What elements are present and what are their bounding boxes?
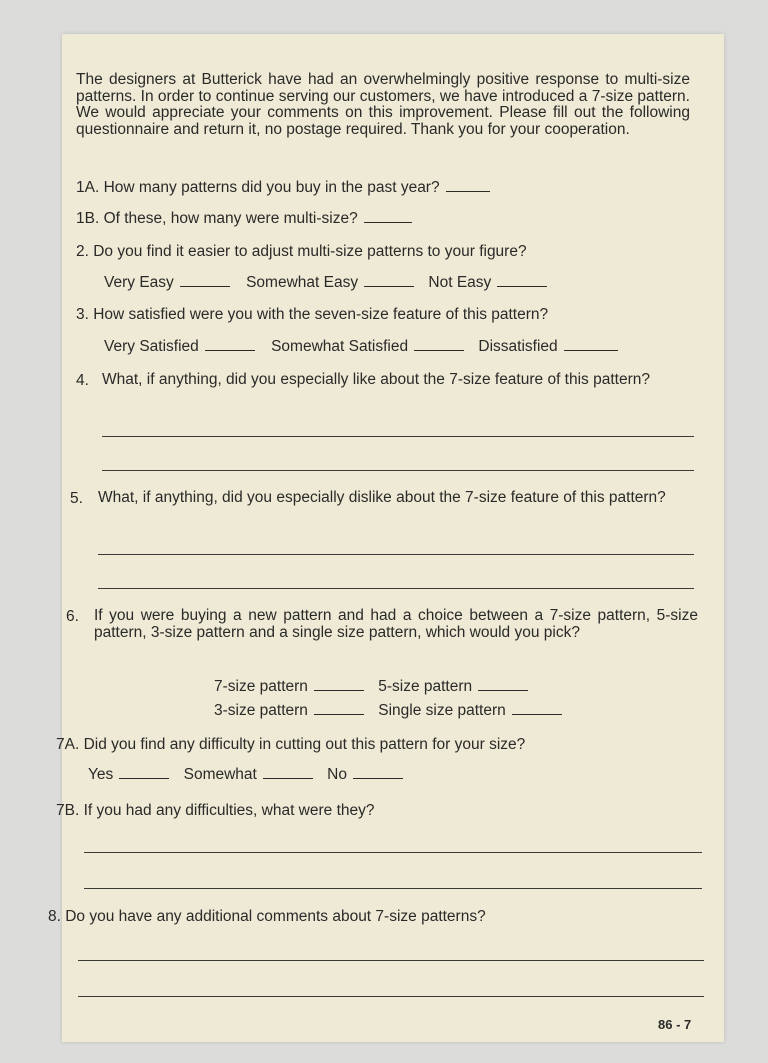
answer-blank[interactable] (263, 766, 313, 779)
answer-blank[interactable] (180, 274, 230, 287)
question-3: 3. How satisfied were you with the seven-size feature of this pattern? (76, 306, 549, 323)
intro-paragraph: The designers at Butterick have had an overwhelmingly positive response to multi-size patterns. In order to continue serving our customers, we have introduced a 7-size pattern. We would appreciate your comments on this improvement. Please fill out the following questionnaire and return it, no postage required. Thank you for your cooperation. (76, 71, 690, 138)
answer-blank[interactable] (364, 274, 414, 287)
question-4-number: 4. (76, 372, 89, 389)
answer-blank[interactable] (314, 678, 364, 691)
question-4: What, if anything, did you especially like about the 7-size feature of this pattern? (102, 371, 650, 388)
question-2-options: Very Easy Somewhat Easy Not Easy (104, 274, 547, 291)
answer-line[interactable] (84, 852, 702, 853)
answer-blank[interactable] (205, 338, 255, 351)
questionnaire-card (48, 34, 724, 1042)
answer-blank[interactable] (564, 338, 618, 351)
answer-blank[interactable] (314, 702, 364, 715)
answer-blank[interactable] (497, 274, 547, 287)
answer-blank[interactable] (446, 179, 490, 192)
answer-line[interactable] (84, 888, 702, 889)
form-number: 86 - 7 (658, 1017, 692, 1032)
question-5-number: 5. (70, 490, 83, 507)
question-6-options-row1: 7-size pattern 5-size pattern (214, 678, 528, 695)
answer-line[interactable] (98, 588, 694, 589)
answer-blank[interactable] (512, 702, 562, 715)
answer-line[interactable] (102, 470, 694, 471)
answer-line[interactable] (98, 554, 694, 555)
question-6-options-row2: 3-size pattern Single size pattern (214, 702, 562, 719)
question-5: What, if anything, did you especially dislike about the 7-size feature of this pattern? (98, 489, 666, 506)
answer-line[interactable] (78, 996, 704, 997)
question-1b: 1B. Of these, how many were multi-size? (76, 210, 412, 227)
answer-blank[interactable] (353, 766, 403, 779)
answer-blank[interactable] (364, 210, 412, 223)
question-6: If you were buying a new pattern and had a choice between a 7-size pattern, 5-size pattern, 3-size pattern and a single size pattern, which would you pick? (94, 607, 698, 641)
answer-blank[interactable] (478, 678, 528, 691)
answer-blank[interactable] (119, 766, 169, 779)
question-7a-options: Yes Somewhat No (88, 766, 403, 783)
question-8: 8. Do you have any additional comments about 7-size patterns? (48, 908, 486, 925)
question-7b: 7B. If you had any difficulties, what were they? (56, 802, 375, 819)
answer-blank[interactable] (414, 338, 464, 351)
question-6-number: 6. (66, 608, 79, 625)
question-3-options: Very Satisfied Somewhat Satisfied Dissatisfied (104, 338, 618, 355)
question-7a: 7A. Did you find any difficulty in cutting out this pattern for your size? (56, 736, 526, 753)
answer-line[interactable] (78, 960, 704, 961)
question-1a: 1A. How many patterns did you buy in the past year? (76, 179, 490, 196)
answer-line[interactable] (102, 436, 694, 437)
question-2: 2. Do you find it easier to adjust multi-size patterns to your figure? (76, 243, 527, 260)
